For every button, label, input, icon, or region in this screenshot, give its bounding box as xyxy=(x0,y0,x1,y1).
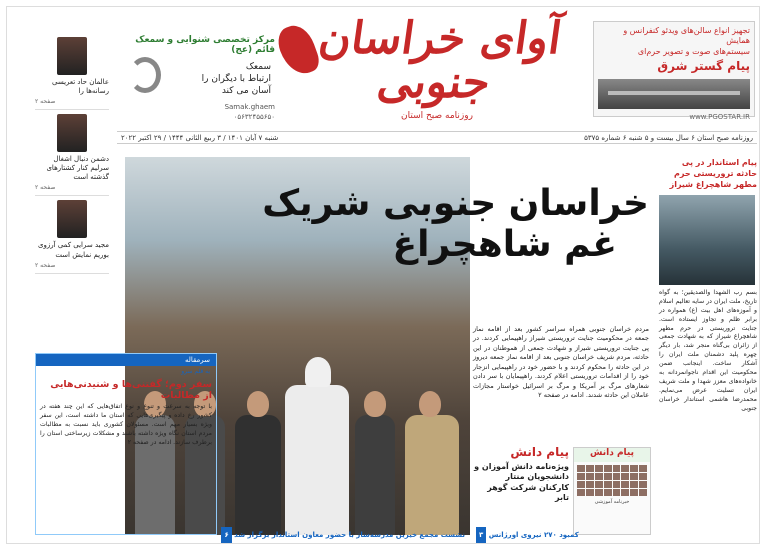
ad-right-image xyxy=(598,79,750,109)
strip-b-page: ۳ xyxy=(476,527,486,543)
left-item[interactable] xyxy=(35,37,109,110)
governor-photo xyxy=(659,195,755,285)
ad-right-headline2: سیستم‌های صوت و تصویر حرم‌ای xyxy=(637,46,750,56)
main-headline[interactable] xyxy=(239,183,649,266)
dateline-left: شنبه ۷ آبان ۱۴۰۱ / ۳ ربیع الثانی ۱۴۴۴ / ۲۹ اکتبر ۲۰۲۲ xyxy=(121,133,279,142)
editorial-text: با توجه به سرعت و تنوع و نوع اتفاق‌هایی که این چند هفته در کشور رخ داده و پیگیری‌هایی که استان ما داشته است، این سفر ویژه بسیار مهم است. مسئولان کشوری باید نسبت به مطالبات مردم استان نگاه ویژه داشته باشند و مشکلات زیرساختی استان را برطرف سازند. ادامه در صفحه ۲ xyxy=(40,403,212,446)
right-column[interactable] xyxy=(659,157,757,541)
dateline xyxy=(117,131,757,144)
hearing-aid-icon xyxy=(129,57,161,93)
left-item[interactable] xyxy=(35,114,109,196)
portrait-photo xyxy=(57,200,87,238)
brand xyxy=(287,13,587,121)
payam-label: پیام دانش xyxy=(510,445,569,459)
left-item-page: صفحه ۲ xyxy=(35,98,56,106)
masthead-subtitle: روزنامه صبح استان xyxy=(401,111,473,121)
ad-right-brand: پیام گستر شرق xyxy=(657,59,750,74)
left-item[interactable] xyxy=(35,200,109,273)
ad-left-phone: ۰۵۶۳۲۴۵۵۶۵۰ xyxy=(233,113,275,122)
ad-left-line2: ارتباط با دیگران را xyxy=(201,74,271,85)
ad-payam-gostar[interactable] xyxy=(593,21,755,122)
left-item-page: صفحه ۲ xyxy=(35,184,56,192)
ad-left-line3: آسان می کند xyxy=(221,86,271,97)
headline-line2: غم شاهچراغ xyxy=(392,224,617,266)
thumb-caption: خبرنامه آموزشی xyxy=(594,499,630,505)
editorial-title: سفر دوم؛ گفتنی‌ها و شنیدنی‌هایی از مطالبات xyxy=(50,379,212,401)
strip-b-text: کمبود ۲۷۰ نیروی اورژانس xyxy=(488,531,579,539)
masthead xyxy=(7,7,761,125)
ad-left-instagram: Samak.ghaem xyxy=(224,103,275,112)
right-headline: پیام استاندار در پی حادثه تروریستی حرم مطهر شاهچراغ شیراز xyxy=(669,158,757,190)
payam-danesh-box[interactable] xyxy=(473,445,569,535)
editorial-box[interactable] xyxy=(35,353,217,535)
masthead-title: آوای خراسان جنوبی xyxy=(315,13,565,108)
supplement-thumbnail[interactable] xyxy=(573,447,651,535)
editorial-tag: سرمقاله xyxy=(36,354,216,366)
strip-a-text: نشست مجمع خیرین مدرسه‌ساز با حضور معاون استاندار برگزار شد xyxy=(234,531,465,539)
ad-left-footer xyxy=(125,103,275,123)
newspaper-page xyxy=(6,6,760,544)
left-item-title: دشمن دنبال اشغال سرلیم کنار کشتارهای گذشته است xyxy=(46,155,109,182)
main-lead-text: مردم خراسان جنوبی همراه سراسر کشور بعد از اقامه نماز جمعه در محکومیت جنایت تروریستی شیراز راهپیمایی کردند. در پی جنایت تروریستی شیراز و شهادت جمعی از هموطنان در این حادثه، مردم شریف خراسان جنوبی بعد از اقامه نماز جمعه دیروز در این حادثه را محکوم کردند و با حضور خود در راهپیمایی انزجار خود را از اقدامات تروریستی اعلام کردند. راهپیمایان با سر دادن شعارهای مرگ بر آمریکا و مرگ بر اسرائیل خواستار مجازات عاملان این حادثه شدند. ادامه در صفحه ۲ xyxy=(473,325,649,399)
ad-right-headline: تجهیز انواع سالن‌های ویدئو کنفرانس و همایش xyxy=(623,26,750,46)
right-text: بسم رب الشهدا والصدیقین؛ به گواه تاریخ، ملت ایران در سایه تعالیم اسلام و آموزه‌های اهل بیت (ع) همواره در برابر ظلم و تجاوز ایستاده است. جنایت تروریستی در حرم مطهر شاهچراغ شیراز که به شهادت جمعی از زائران بی‌گناه منجر شد، بار دیگر چهره پلید دشمنان ملت ایران را آشکار ساخت. اینجانب ضمن محکومیت این اقدام ناجوانمردانه به خانواده‌های معزز شهدا و ملت شریف ایران تسلیت عرض می‌نمایم. محمدرضا هاشمی استاندار خراسان جنوبی xyxy=(659,288,757,413)
ad-right-footer: www.PGOSTAR.IR xyxy=(689,113,750,122)
left-item-title: عالمان حاد تعریسی رسانه‌ها را xyxy=(51,78,109,96)
ad-left-line1: سمعک xyxy=(245,62,271,72)
bottom-strip-b[interactable] xyxy=(473,527,579,543)
editorial-author: به قلم سرو xyxy=(181,368,210,375)
dateline-right: روزنامه صبح استان ۶ سال بیست و ۵ شنبه ۶ شماره ۵۳۷۵ xyxy=(584,133,753,142)
left-item-title: مجید سرایی کمی آرزوی بوریم نمایش است xyxy=(38,241,109,259)
payam-text: ویژه‌نامه دانش آموزان و دانشجویان منتار کارکنان شرکت گوهر تابر xyxy=(474,462,569,503)
strip-a-page: ۶ xyxy=(221,527,231,543)
left-column xyxy=(35,37,109,347)
headline-line1: خراسان جنوبی شریک xyxy=(262,183,649,224)
bottom-strip-a[interactable] xyxy=(213,527,469,543)
portrait-photo xyxy=(57,114,87,152)
ad-left-headline: مرکز تخصصی شنوایی و سمعک قائم (عج) xyxy=(135,35,275,55)
thumb-photo-grid xyxy=(574,462,650,499)
portrait-photo xyxy=(57,37,87,75)
thumb-title: پیام دانش xyxy=(574,448,650,462)
ad-samak-ghaem[interactable] xyxy=(125,35,275,121)
left-item-page: صفحه ۲ xyxy=(35,261,56,269)
